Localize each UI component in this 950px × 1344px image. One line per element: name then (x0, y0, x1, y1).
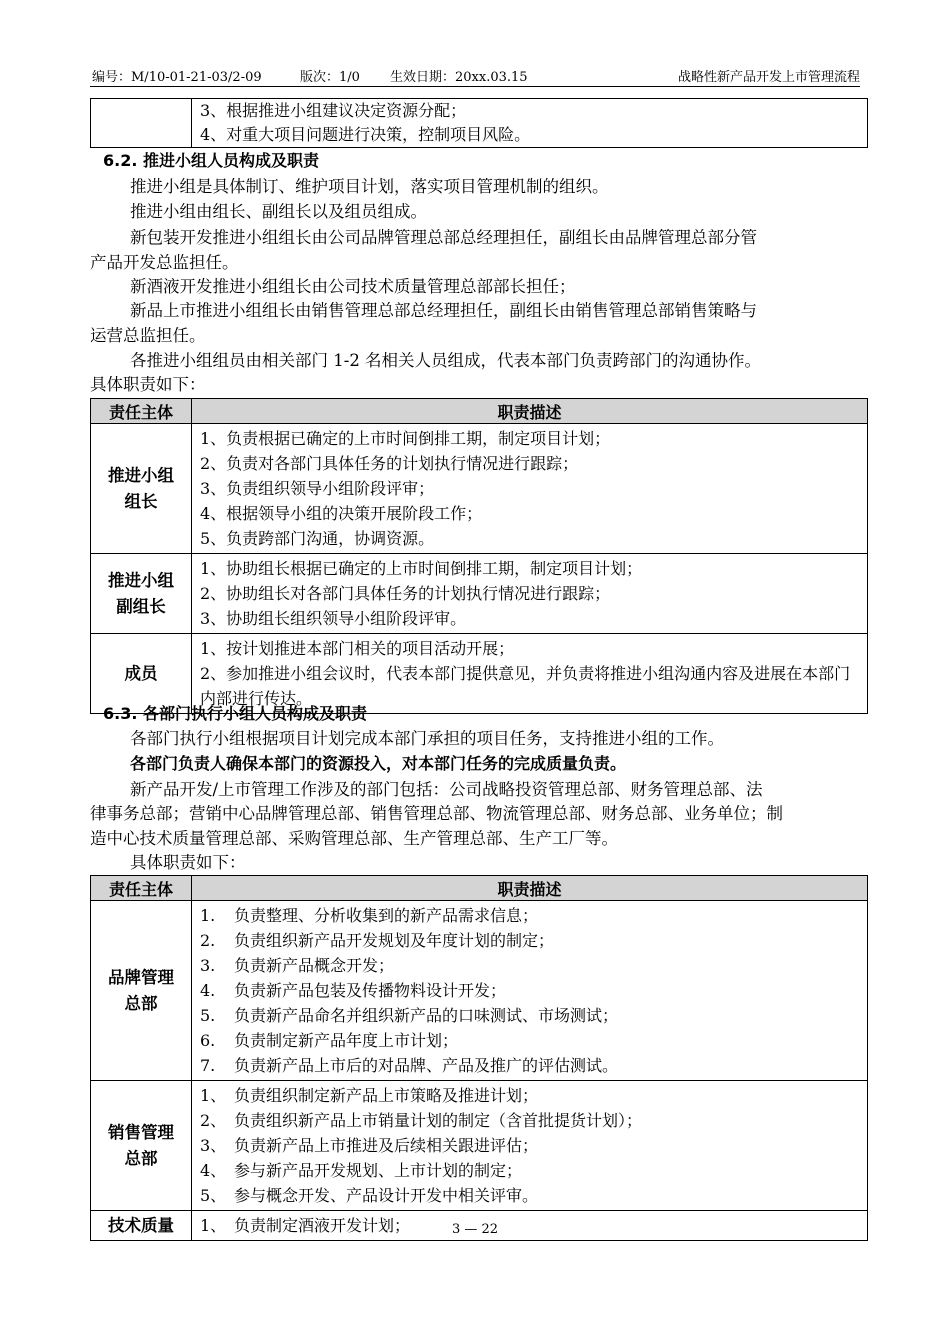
list-item: 1、负责根据已确定的上市时间倒排工期，制定项目计划； (200, 429, 611, 448)
list-item: 3、根据推进小组建议决定资源分配； (200, 101, 467, 120)
list-item: 1、协助组长根据已确定的上市时间倒排工期，制定项目计划； (200, 559, 643, 578)
desc-cell (192, 1081, 868, 1211)
table-header-role: 责任主体 (91, 399, 192, 424)
paragraph-line: 推进小组是具体制订、维护项目计划，落实项目管理机制的组织。 (130, 177, 609, 196)
table-header-role: 责任主体 (91, 876, 192, 901)
continued-table-role-cell (91, 99, 192, 148)
item-text: 负责组织制定新产品上市策略及推进计划； (234, 1086, 539, 1105)
paragraph-line: 新品上市推进小组组长由销售管理总部总经理担任，副组长由销售管理总部销售策略与 (130, 301, 757, 320)
table-header-desc: 职责描述 (192, 399, 868, 424)
item-number: 2. (200, 931, 216, 950)
item-number: 6. (200, 1031, 216, 1050)
role-cell (91, 554, 192, 634)
item-text: 负责新产品命名并组织新产品的口味测试、市场测试； (234, 1006, 619, 1025)
list-item (200, 928, 861, 953)
item-text: 负责组织新产品上市销量计划的制定（含首批提货计划）； (234, 1111, 643, 1130)
desc-cell (192, 901, 868, 1081)
item-text: 负责制定酒液开发计划； (234, 1216, 411, 1235)
list-item (200, 953, 861, 978)
page-number: 3 — 22 (451, 1222, 499, 1237)
emphasis-line: 各部门负责人确保本部门的资源投入，对本部门任务的完成质量负责。 (130, 754, 627, 773)
table-row (91, 554, 868, 634)
role-label: 品牌管理 (108, 967, 174, 987)
paragraph-line: 各推进小组组员由相关部门 1-2 名相关人员组成，代表本部门负责跨部门的沟通协作。 (130, 351, 762, 370)
list-item: 4、对重大项目问题进行决策，控制项目风险。 (200, 125, 531, 144)
list-item: 1、按计划推进本部门相关的项目活动开展； (200, 639, 515, 658)
desc-cell (192, 554, 868, 634)
effective-date: 生效日期：20xx.03.15 (390, 70, 528, 85)
table-row (91, 901, 868, 1081)
item-text: 参与新产品开发规划、上市计划的制定； (234, 1161, 523, 1180)
list-item: 4、根据领导小组的决策开展阶段工作； (200, 504, 483, 523)
doc-version: 版次：1/0 (300, 70, 360, 85)
item-text: 参与概念开发、产品设计开发中相关评审。 (234, 1186, 539, 1205)
list-item: 3、负责组织领导小组阶段评审； (200, 479, 435, 498)
item-number: 5、 (200, 1186, 227, 1205)
item-number: 7. (200, 1056, 216, 1075)
list-item (200, 1028, 861, 1053)
item-text: 负责新产品概念开发； (234, 956, 395, 975)
paragraph-line: 推进小组由组长、副组长以及组员组成。 (130, 202, 427, 221)
list-item (200, 903, 861, 928)
role-label: 推进小组 (108, 465, 174, 485)
role-label: 销售管理 (108, 1122, 174, 1142)
item-text: 负责新产品包装及传播物料设计开发； (234, 981, 507, 1000)
item-number: 1. (200, 906, 216, 925)
paragraph-line: 产品开发总监担任。 (90, 253, 239, 272)
list-item (200, 1053, 861, 1078)
role-label: 总部 (124, 1148, 158, 1168)
role-label: 组长 (124, 491, 158, 511)
department-duty-table (90, 875, 868, 1241)
list-item: 2、协助组长对各部门具体任务的计划执行情况进行跟踪； (200, 584, 611, 603)
item-number: 3、 (200, 1136, 227, 1155)
list-item (200, 1108, 861, 1133)
item-text: 负责组织新产品开发规划及年度计划的制定； (234, 931, 555, 950)
doc-code: 编号：M/10-01-21-03/2-09 (92, 70, 262, 85)
list-item (200, 1083, 861, 1108)
paragraph-line: 运营总监担任。 (90, 326, 206, 345)
paragraph-line: 造中心技术质量管理总部、采购管理总部、生产管理总部、生产工厂等。 (90, 829, 618, 848)
list-item: 2、参加推进小组会议时，代表本部门提供意见，并负责将推进小组沟通内容及进展在本部门内部进行传达。 (200, 664, 851, 708)
doc-title: 战略性新产品开发上市管理流程 (677, 70, 860, 85)
item-number: 4、 (200, 1161, 227, 1180)
table-row (91, 424, 868, 554)
list-item: 3、协助组长组织领导小组阶段评审。 (200, 609, 467, 628)
list-item (200, 1183, 861, 1208)
table-header-desc: 职责描述 (192, 876, 868, 901)
role-label: 副组长 (116, 596, 166, 616)
role-label: 推进小组 (108, 570, 174, 590)
paragraph-line: 新酒液开发推进小组组长由公司技术质量管理总部部长担任； (130, 277, 576, 296)
list-item (200, 1158, 861, 1183)
desc-cell (192, 424, 868, 554)
item-text: 负责制定新产品年度上市计划； (234, 1031, 459, 1050)
item-number: 5. (200, 1006, 216, 1025)
item-number: 1、 (200, 1216, 227, 1235)
list-item (200, 1003, 861, 1028)
role-cell (91, 424, 192, 554)
item-text: 负责新产品上市后的对品牌、产品及推广的评估测试。 (234, 1056, 619, 1075)
item-text: 负责新产品上市推进及后续相关跟进评估； (234, 1136, 539, 1155)
section-6-3-heading: 6.3. 各部门执行小组人员构成及职责 (103, 704, 367, 723)
list-item: 2、负责对各部门具体任务的计划执行情况进行跟踪； (200, 454, 579, 473)
role-cell (91, 901, 192, 1081)
role-label: 成员 (124, 663, 158, 683)
paragraph-line: 律事务总部；营销中心品牌管理总部、销售管理总部、物流管理总部、财务总部、业务单位；制 (90, 804, 783, 823)
paragraph-line: 具体职责如下： (130, 853, 246, 872)
list-item (200, 1133, 861, 1158)
continued-table-desc-cell (192, 99, 868, 148)
page-header (90, 64, 860, 87)
continued-table (90, 98, 868, 148)
paragraph-line: 具体职责如下： (90, 375, 206, 394)
item-number: 3. (200, 956, 216, 975)
item-number: 4. (200, 981, 216, 1000)
item-number: 1、 (200, 1086, 227, 1105)
paragraph-line: 各部门执行小组根据项目计划完成本部门承担的项目任务，支持推进小组的工作。 (130, 729, 724, 748)
section-6-2-heading: 6.2. 推进小组人员构成及职责 (103, 151, 319, 170)
role-label: 总部 (124, 993, 158, 1013)
promotion-team-duty-table (90, 398, 868, 714)
list-item (200, 978, 861, 1003)
role-cell (91, 1081, 192, 1211)
paragraph-line: 新产品开发/上市管理工作涉及的部门包括：公司战略投资管理总部、财务管理总部、法 (130, 780, 763, 799)
item-text: 负责整理、分析收集到的新产品需求信息； (234, 906, 539, 925)
role-label: 技术质量 (108, 1215, 174, 1235)
paragraph-line: 新包装开发推进小组组长由公司品牌管理总部总经理担任，副组长由品牌管理总部分管 (130, 228, 757, 247)
item-number: 2、 (200, 1111, 227, 1130)
table-row (91, 1081, 868, 1211)
list-item: 5、负责跨部门沟通，协调资源。 (200, 529, 435, 548)
